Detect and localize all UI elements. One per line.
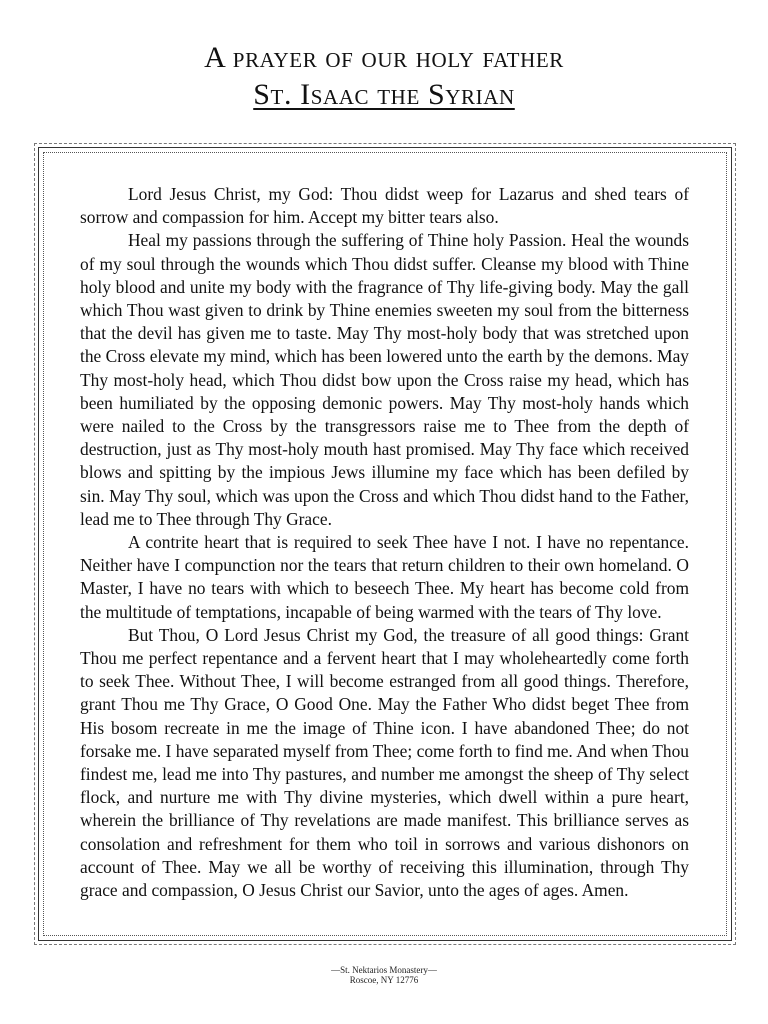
prayer-paragraph-2: Heal my passions through the suffering of Thine holy Passion. Heal the wounds of my soul through the wounds which Thou didst suffer. Cleanse my blood with Thine holy blood and unite my body with the fragrance of Thy life-giving body. May the gall which Thou wast given to drink by Thine enemies sweeten my soul from the bitterness that the devil has given me to taste. May Thy most-holy body that was stretched upon the Cross elevate my mind, which has been lowered unto the earth by the demons. May Thy most-holy head, which Thou didst bow upon the Cross raise my head, which has been humiliated by the opposing demonic powers. May Thy most-holy hands which were nailed to the Cross by the transgressors raise me to Thee from the depth of destruction, just as Thy most-holy mouth hast promised. May Thy face which received blows and spitting by the impious Jews illumine my face which has been defiled by sin. May Thy soul, which was upon the Cross and which Thou didst hand to the Father, lead me to Thee through Thy Grace. <box>80 230 689 529</box>
prayer-paragraph-4: But Thou, O Lord Jesus Christ my God, the treasure of all good things: Grant Thou me perfect repentance and a fervent heart that I may wholeheartedly come forth to seek Thee. Without Thee, I will become estranged from all good things. Therefore, grant Thou me Thy Grace, O Good One. May the Father Who didst beget Thee from His bosom recreate in me the image of Thine icon. I have abandoned Thee; do not forsake me. I have separated myself from Thee; come forth to find me. And when Thou findest me, lead me into Thy pastures, and number me amongst the sheep of Thy select flock, and nurture me with Thy divine mysteries, which dwell within a pure heart, wherein the brilliance of Thy revelations are made manifest. This brilliance serves as consolation and refreshment for them who toil in sorrows and various dishonors on account of Thee. May we all be worthy of receiving this illumination, through Thy grace and compassion, O Jesus Christ our Savior, unto the ages of ages. Amen. <box>80 624 689 901</box>
page-title: A prayer of our holy father <box>204 41 564 74</box>
footer-monastery: —St. Nektarios Monastery— <box>331 965 437 975</box>
footer-address: Roscoe, NY 12776 <box>349 975 419 985</box>
prayer-paragraph-3: A contrite heart that is required to seek Thee have I not. I have no repentance. Neither have I compunction nor the tears that return children to their own homeland. O Master, I have no tears with which to beseech Thee. My heart has become cold from the multitude of temptations, incapable of being warmed with the tears of Thy love. <box>80 532 689 622</box>
prayer-body <box>80 183 689 902</box>
prayer-paragraph-1: Lord Jesus Christ, my God: Thou didst weep for Lazarus and shed tears of sorrow and compassion for him. Accept my bitter tears also. <box>80 184 689 228</box>
page-subtitle: St. Isaac the Syrian <box>253 78 515 111</box>
